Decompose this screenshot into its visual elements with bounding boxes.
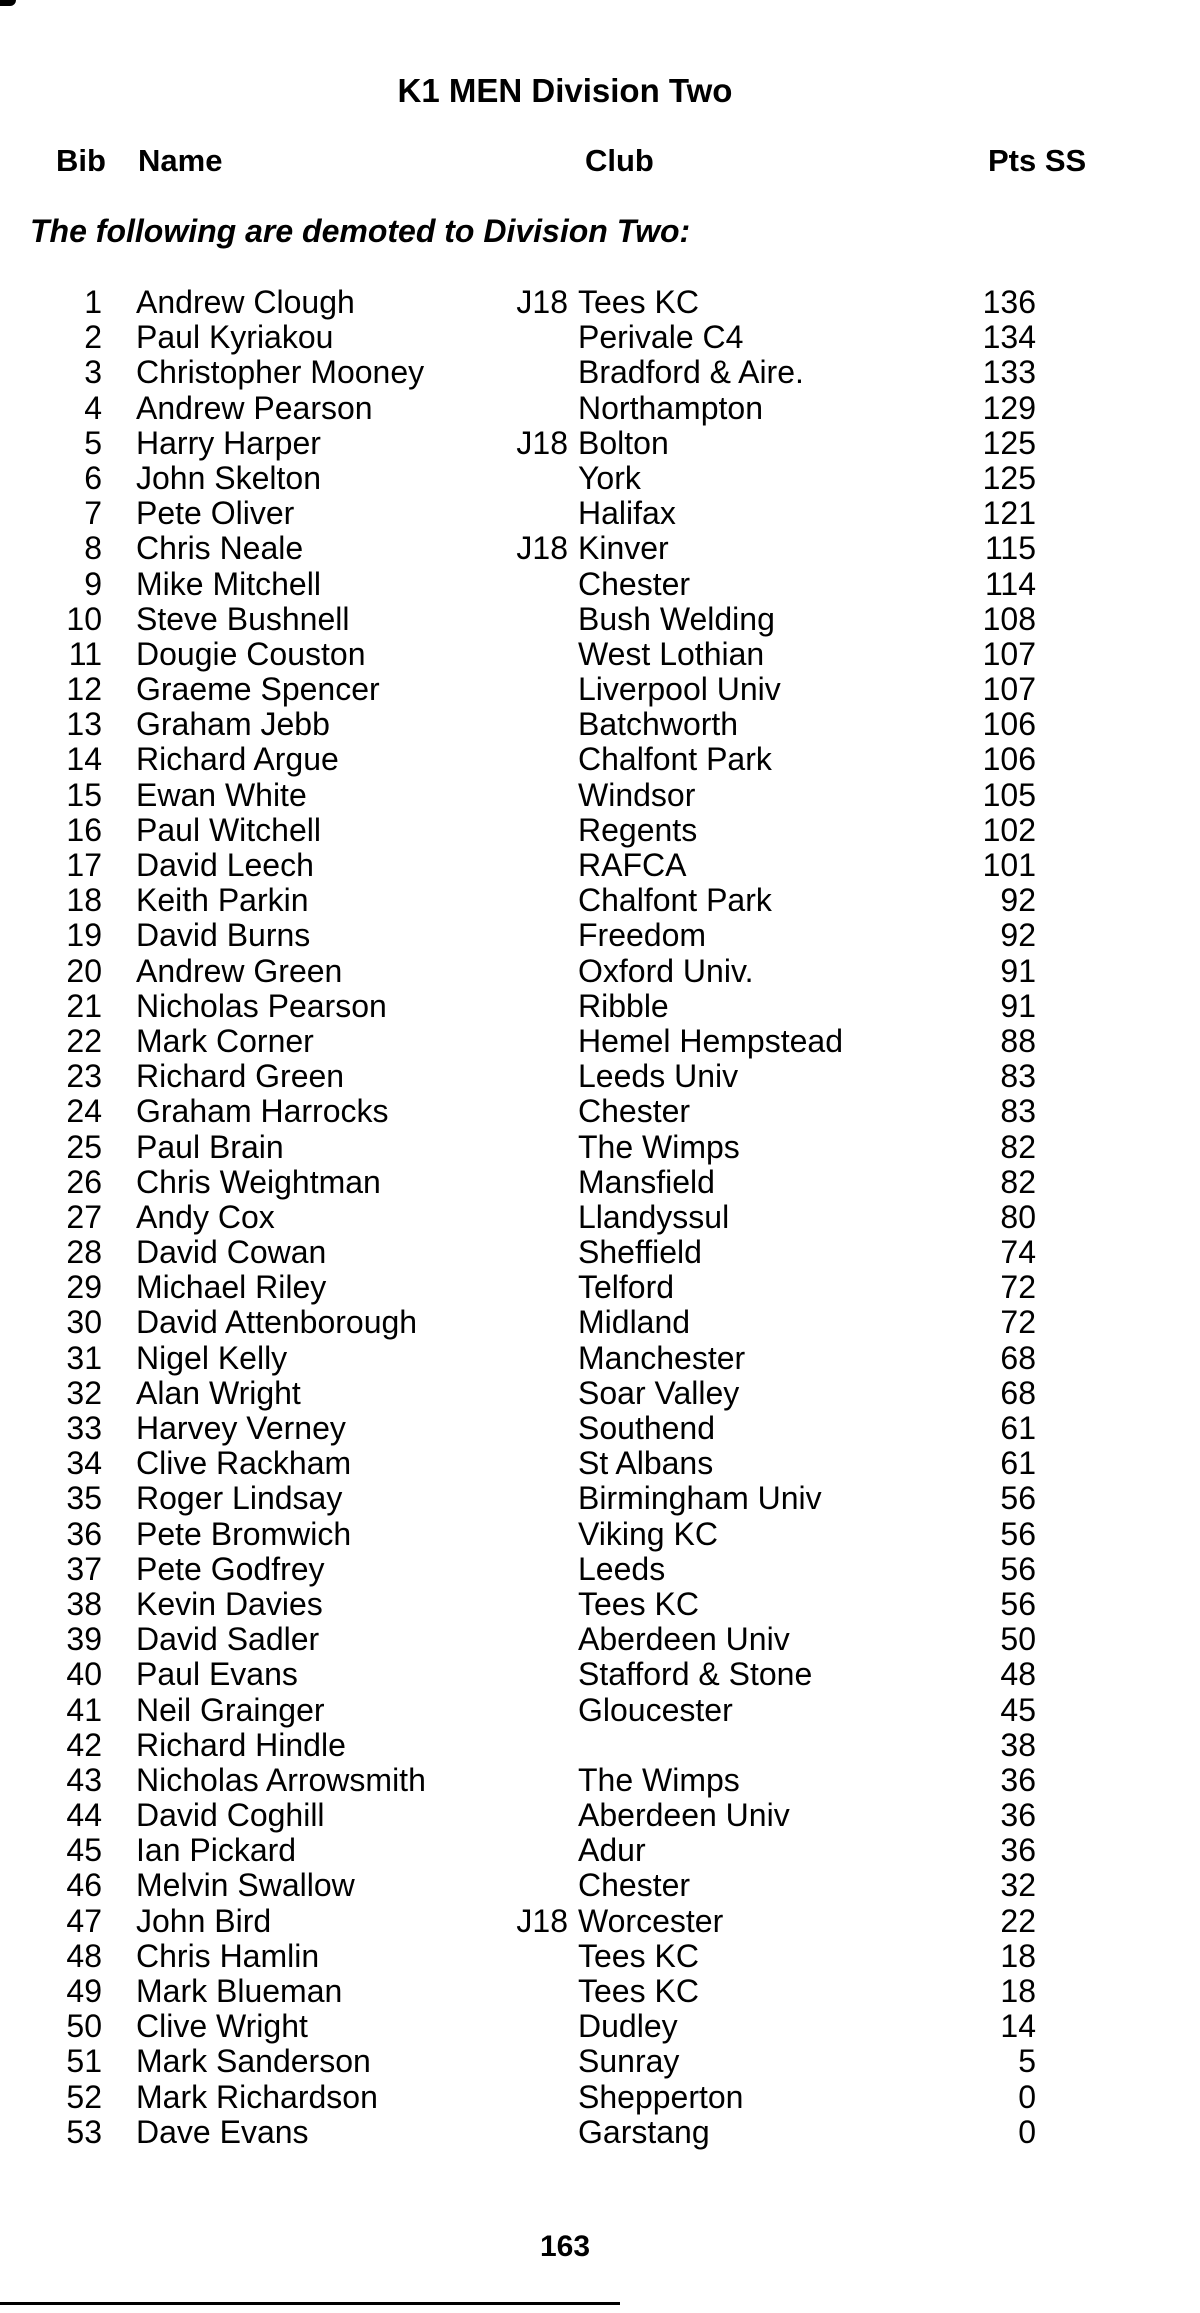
club-cell: Chester (578, 1867, 691, 1904)
points-cell: 32 (1000, 1867, 1036, 1904)
bib-cell: 19 (66, 917, 102, 954)
name-cell: Chris Neale (136, 530, 304, 567)
table-row (0, 391, 1200, 426)
points-cell: 88 (1000, 1022, 1036, 1059)
bib-cell: 31 (66, 1339, 102, 1376)
points-cell: 18 (1000, 1973, 1036, 2009)
points-cell: 133 (982, 354, 1036, 391)
points-cell: 14 (1000, 2008, 1036, 2045)
bib-cell: 32 (66, 1374, 102, 1411)
club-cell: Chester (578, 1093, 691, 1130)
name-cell: Graham Jebb (136, 706, 330, 743)
name-cell: Mark Sanderson (136, 2043, 371, 2080)
table-row (0, 1517, 1200, 1552)
club-cell: Bradford & Aire. (578, 354, 804, 391)
club-cell: Chester (578, 565, 691, 602)
table-row (0, 1974, 1200, 2009)
club-cell: Dudley (578, 2008, 678, 2045)
table-row (0, 496, 1200, 531)
name-cell: Chris Hamlin (136, 1937, 320, 1974)
club-cell: Leeds Univ (578, 1058, 739, 1095)
bib-cell: 51 (66, 2043, 102, 2080)
page-number: 163 (539, 2230, 591, 2263)
table-row (0, 672, 1200, 707)
name-cell: Neil Grainger (136, 1691, 325, 1728)
bottom-rule (0, 2302, 620, 2305)
table-row (0, 1305, 1200, 1340)
table-row (0, 813, 1200, 848)
name-cell: John Bird (136, 1902, 272, 1939)
bib-cell: 29 (66, 1269, 102, 1306)
table-row (0, 1481, 1200, 1516)
table-row (0, 1094, 1200, 1129)
club-cell: The Wimps (578, 1128, 740, 1165)
bib-cell: 28 (66, 1234, 102, 1271)
name-cell: Graham Harrocks (136, 1093, 389, 1130)
club-cell: The Wimps (578, 1761, 740, 1798)
bib-cell: 23 (66, 1058, 102, 1095)
points-cell: 107 (982, 635, 1036, 672)
club-cell: Gloucester (578, 1691, 733, 1728)
points-cell: 50 (1000, 1621, 1036, 1658)
points-cell: 0 (1018, 2113, 1036, 2150)
club-cell: Windsor (578, 776, 696, 813)
table-row (0, 1130, 1200, 1165)
bib-cell: 10 (66, 600, 102, 637)
club-cell: Liverpool Univ (578, 671, 781, 708)
table-row (0, 1165, 1200, 1200)
table-row (0, 1200, 1200, 1235)
bib-cell: 35 (66, 1480, 102, 1517)
name-cell: David Leech (136, 847, 314, 883)
points-cell: 125 (982, 424, 1036, 461)
column-header-club: Club (585, 143, 654, 178)
bib-cell: 1 (84, 284, 102, 320)
bib-cell: 46 (66, 1867, 102, 1904)
club-cell: Sunray (578, 2043, 680, 2080)
points-cell: 56 (1000, 1515, 1036, 1552)
club-cell: Chalfont Park (578, 882, 772, 919)
name-cell: David Burns (136, 917, 311, 954)
club-cell: RAFCA (578, 847, 687, 883)
name-cell: Dougie Couston (136, 635, 366, 672)
name-cell: Steve Bushnell (136, 600, 350, 637)
points-cell: 68 (1000, 1339, 1036, 1376)
points-cell: 101 (982, 847, 1036, 883)
bib-cell: 33 (66, 1410, 102, 1446)
bib-cell: 11 (68, 635, 102, 672)
bib-cell: 16 (66, 811, 102, 848)
club-cell: Perivale C4 (578, 319, 744, 356)
table-row (0, 989, 1200, 1024)
points-cell: 134 (982, 319, 1036, 356)
bib-cell: 34 (66, 1445, 102, 1482)
bib-cell: 43 (66, 1761, 102, 1798)
table-row (0, 918, 1200, 953)
points-cell: 121 (982, 495, 1036, 532)
club-cell: Mansfield (578, 1163, 715, 1200)
column-header-name: Name (138, 143, 223, 178)
name-cell: David Sadler (136, 1621, 320, 1658)
points-cell: 38 (1000, 1726, 1036, 1763)
table-row (0, 2009, 1200, 2044)
table-row (0, 1763, 1200, 1798)
table-row (0, 637, 1200, 672)
points-cell: 36 (1000, 1797, 1036, 1834)
club-cell: York (578, 459, 641, 496)
name-cell: Christopher Mooney (136, 354, 425, 391)
club-cell: Bush Welding (578, 600, 775, 637)
club-cell: Bolton (578, 424, 669, 461)
points-cell: 61 (1000, 1410, 1036, 1446)
table-row (0, 2080, 1200, 2115)
bib-cell: 17 (66, 847, 102, 883)
name-cell: Roger Lindsay (136, 1480, 343, 1517)
club-cell: Freedom (578, 917, 707, 954)
bib-cell: 3 (84, 354, 102, 391)
bib-cell: 27 (66, 1198, 102, 1235)
club-cell: Chalfont Park (578, 741, 772, 778)
bib-cell: 36 (66, 1515, 102, 1552)
points-cell: 115 (984, 530, 1036, 567)
name-cell: Clive Rackham (136, 1445, 352, 1482)
club-cell: Northampton (578, 389, 763, 426)
name-cell: Andy Cox (136, 1198, 275, 1235)
name-cell: Mark Corner (136, 1022, 314, 1059)
name-cell: Michael Riley (136, 1269, 327, 1306)
bib-cell: 7 (84, 495, 102, 532)
table-row (0, 954, 1200, 989)
club-cell: Aberdeen Univ (578, 1797, 790, 1834)
name-cell: Harvey Verney (136, 1410, 346, 1446)
name-cell: Paul Witchell (136, 811, 321, 848)
points-cell: 105 (982, 776, 1036, 813)
club-cell: Viking KC (578, 1515, 718, 1552)
name-cell: Melvin Swallow (136, 1867, 355, 1904)
club-cell: Llandyssul (578, 1198, 730, 1235)
category-cell: J18 (516, 1902, 568, 1939)
club-cell: Aberdeen Univ (578, 1621, 790, 1658)
points-cell: 92 (1000, 917, 1036, 954)
club-cell: Soar Valley (578, 1374, 740, 1411)
points-cell: 0 (1018, 2078, 1036, 2115)
points-cell: 83 (1000, 1093, 1036, 1130)
bib-cell: 44 (66, 1797, 102, 1834)
club-cell: Tees KC (578, 1937, 699, 1974)
table-row (0, 1446, 1200, 1481)
table-row (0, 1024, 1200, 1059)
name-cell: Pete Oliver (136, 495, 295, 532)
bib-cell: 45 (66, 1832, 102, 1869)
table-row (0, 1059, 1200, 1094)
table-row (0, 883, 1200, 918)
club-cell: Tees KC (578, 1973, 699, 2009)
table-row (0, 707, 1200, 742)
bib-cell: 24 (66, 1093, 102, 1130)
points-cell: 91 (1000, 987, 1036, 1024)
points-cell: 108 (982, 600, 1036, 637)
bib-cell: 22 (66, 1022, 102, 1059)
club-cell: Southend (578, 1410, 716, 1446)
table-row (0, 285, 1200, 320)
table-row (0, 1235, 1200, 1270)
club-cell: Birmingham Univ (578, 1480, 822, 1517)
name-cell: Mark Blueman (136, 1973, 343, 2009)
bib-cell: 41 (66, 1691, 102, 1728)
points-cell: 61 (1000, 1445, 1036, 1482)
points-cell: 22 (1000, 1902, 1036, 1939)
bib-cell: 26 (66, 1163, 102, 1200)
club-cell: Worcester (578, 1902, 724, 1939)
name-cell: Mark Richardson (136, 2078, 378, 2115)
name-cell: Dave Evans (136, 2113, 309, 2150)
column-header-points: Pts SS (988, 143, 1087, 178)
table-row (0, 602, 1200, 637)
club-cell: Tees KC (578, 284, 699, 320)
bib-cell: 9 (84, 565, 102, 602)
table-row (0, 1411, 1200, 1446)
points-cell: 125 (982, 459, 1036, 496)
points-cell: 114 (984, 565, 1036, 602)
scan-corner-mark (0, 0, 16, 6)
category-cell: J18 (516, 284, 568, 320)
points-cell: 106 (982, 706, 1036, 743)
club-cell: Ribble (578, 987, 669, 1024)
table-row (0, 1939, 1200, 1974)
bib-cell: 52 (66, 2078, 102, 2115)
club-cell: Regents (578, 811, 698, 848)
name-cell: Ian Pickard (136, 1832, 297, 1869)
points-cell: 92 (1000, 882, 1036, 919)
name-cell: Clive Wright (136, 2008, 308, 2045)
club-cell: St Albans (578, 1445, 714, 1482)
table-row (0, 461, 1200, 496)
name-cell: Nicholas Pearson (136, 987, 387, 1024)
table-row (0, 848, 1200, 883)
name-cell: Keith Parkin (136, 882, 309, 919)
points-cell: 56 (1000, 1585, 1036, 1622)
bib-cell: 12 (66, 671, 102, 708)
club-cell: Batchworth (578, 706, 739, 743)
table-row (0, 1270, 1200, 1305)
bib-cell: 42 (66, 1726, 102, 1763)
bib-cell: 6 (84, 459, 102, 496)
name-cell: Paul Brain (136, 1128, 284, 1165)
club-cell: Telford (578, 1269, 675, 1306)
category-cell: J18 (516, 424, 568, 461)
bib-cell: 8 (84, 530, 102, 567)
name-cell: David Coghill (136, 1797, 325, 1834)
bib-cell: 40 (66, 1656, 102, 1693)
bib-cell: 20 (66, 952, 102, 989)
points-cell: 102 (982, 811, 1036, 848)
name-cell: Kevin Davies (136, 1585, 323, 1622)
club-cell: Oxford Univ. (578, 952, 754, 989)
name-cell: Mike Mitchell (136, 565, 321, 602)
table-row (0, 1622, 1200, 1657)
bib-cell: 14 (66, 741, 102, 778)
points-cell: 36 (1000, 1832, 1036, 1869)
points-cell: 5 (1018, 2043, 1036, 2080)
bib-cell: 48 (66, 1937, 102, 1974)
table-row (0, 2044, 1200, 2079)
points-cell: 91 (1000, 952, 1036, 989)
points-cell: 129 (982, 389, 1036, 426)
table-row (0, 1587, 1200, 1622)
bib-cell: 39 (66, 1621, 102, 1658)
table-row (0, 1798, 1200, 1833)
points-cell: 36 (1000, 1761, 1036, 1798)
table-row (0, 1341, 1200, 1376)
club-cell: Garstang (578, 2113, 710, 2150)
table-row (0, 1833, 1200, 1868)
points-cell: 56 (1000, 1480, 1036, 1517)
bib-cell: 2 (84, 319, 102, 356)
bib-cell: 5 (84, 424, 102, 461)
name-cell: Richard Argue (136, 741, 339, 778)
points-cell: 106 (982, 741, 1036, 778)
points-cell: 82 (1000, 1163, 1036, 1200)
results-table (0, 285, 1200, 2150)
club-cell: Manchester (578, 1339, 746, 1376)
name-cell: Richard Hindle (136, 1726, 346, 1763)
name-cell: David Attenborough (136, 1304, 418, 1341)
club-cell: Kinver (578, 530, 669, 567)
name-cell: Paul Evans (136, 1656, 298, 1693)
points-cell: 74 (1000, 1234, 1036, 1271)
points-cell: 107 (982, 671, 1036, 708)
bib-cell: 21 (66, 987, 102, 1024)
table-row (0, 531, 1200, 566)
bib-cell: 13 (66, 706, 102, 743)
table-row (0, 1868, 1200, 1903)
table-row (0, 1728, 1200, 1763)
points-cell: 80 (1000, 1198, 1036, 1235)
name-cell: Alan Wright (136, 1374, 301, 1411)
bib-cell: 25 (66, 1128, 102, 1165)
points-cell: 72 (1000, 1269, 1036, 1306)
bib-cell: 18 (66, 882, 102, 919)
club-cell: Sheffield (578, 1234, 702, 1271)
table-row (0, 2115, 1200, 2150)
name-cell: Paul Kyriakou (136, 319, 334, 356)
points-cell: 82 (1000, 1128, 1036, 1165)
bib-cell: 4 (84, 389, 102, 426)
name-cell: Nigel Kelly (136, 1339, 288, 1376)
bib-cell: 53 (66, 2113, 102, 2150)
club-cell: Shepperton (578, 2078, 744, 2115)
table-row (0, 1657, 1200, 1692)
name-cell: Chris Weightman (136, 1163, 381, 1200)
name-cell: John Skelton (136, 459, 322, 496)
name-cell: David Cowan (136, 1234, 327, 1271)
points-cell: 136 (982, 284, 1036, 320)
name-cell: Harry Harper (136, 424, 321, 461)
bib-cell: 38 (66, 1585, 102, 1622)
points-cell: 48 (1000, 1656, 1036, 1693)
bib-cell: 47 (66, 1902, 102, 1939)
table-row (0, 320, 1200, 355)
bib-cell: 30 (66, 1304, 102, 1341)
bib-cell: 50 (66, 2008, 102, 2045)
name-cell: Graeme Spencer (136, 671, 380, 708)
club-cell: West Lothian (578, 635, 765, 672)
category-cell: J18 (516, 530, 568, 567)
points-cell: 83 (1000, 1058, 1036, 1095)
bib-cell: 49 (66, 1973, 102, 2009)
intro-text: The following are demoted to Division Two: (30, 213, 691, 249)
club-cell: Stafford & Stone (578, 1656, 813, 1693)
club-cell: Halifax (578, 495, 676, 532)
table-row (0, 778, 1200, 813)
table-row (0, 742, 1200, 777)
table-row (0, 567, 1200, 602)
club-cell: Hemel Hempstead (578, 1022, 843, 1059)
name-cell: Andrew Green (136, 952, 343, 989)
points-cell: 45 (1000, 1691, 1036, 1728)
points-cell: 18 (1000, 1937, 1036, 1974)
bib-cell: 37 (66, 1550, 102, 1587)
table-row (0, 1904, 1200, 1939)
club-cell: Adur (578, 1832, 646, 1869)
table-row (0, 1552, 1200, 1587)
column-header-bib: Bib (56, 143, 106, 178)
name-cell: Andrew Clough (136, 284, 355, 320)
club-cell: Tees KC (578, 1585, 699, 1622)
club-cell: Midland (578, 1304, 691, 1341)
bib-cell: 15 (66, 776, 102, 813)
table-row (0, 355, 1200, 390)
name-cell: Pete Godfrey (136, 1550, 325, 1587)
name-cell: Richard Green (136, 1058, 345, 1095)
name-cell: Ewan White (136, 776, 307, 813)
points-cell: 68 (1000, 1374, 1036, 1411)
table-row (0, 426, 1200, 461)
table-row (0, 1376, 1200, 1411)
table-row (0, 1693, 1200, 1728)
name-cell: Andrew Pearson (136, 389, 373, 426)
club-cell: Leeds (578, 1550, 666, 1587)
name-cell: Pete Bromwich (136, 1515, 352, 1552)
points-cell: 56 (1000, 1550, 1036, 1587)
page-title: K1 MEN Division Two (397, 72, 733, 109)
name-cell: Nicholas Arrowsmith (136, 1761, 426, 1798)
points-cell: 72 (1000, 1304, 1036, 1341)
